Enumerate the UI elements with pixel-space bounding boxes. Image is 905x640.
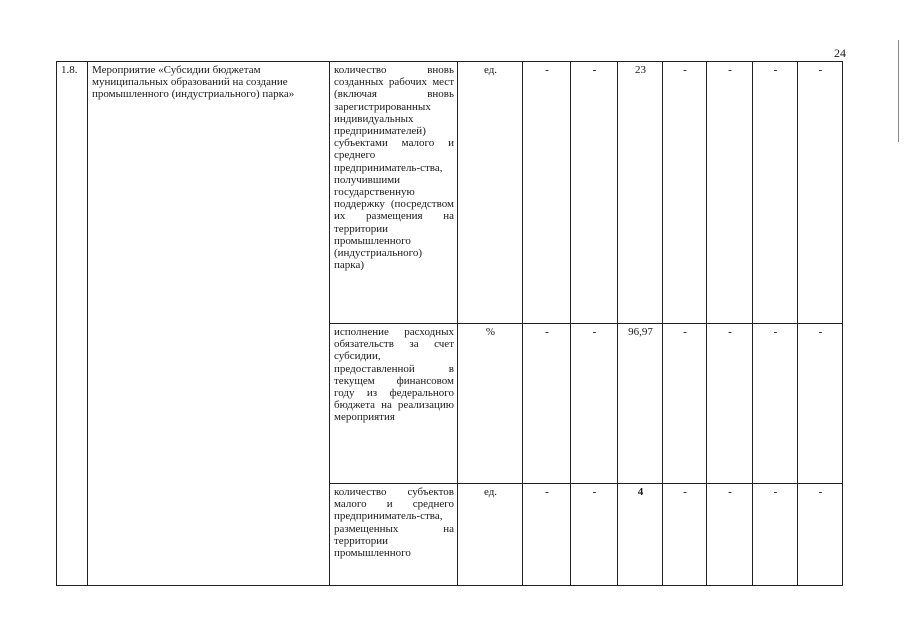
value-cell: - [753,484,798,586]
value-cell: 23 [618,62,663,324]
value-cell: - [707,324,753,484]
indicator-name-cell: исполнение расходных обязательств за счет субсидии, предоставленной в текущем финансовом году из федерального бюджета на реализацию мероприятия [330,324,458,484]
unit-cell: ед. [458,484,523,586]
value-cell: - [707,484,753,586]
value-cell: - [523,324,571,484]
activity-indicators-table [56,61,843,586]
value-cell: - [753,62,798,324]
page-number: 24 [834,46,846,60]
value-cell: - [571,324,618,484]
value-cell: 96,97 [618,324,663,484]
value-cell: - [523,62,571,324]
indicator-name-cell: количество вновь созданных рабочих мест (включая вновь зарегистрированных индивидуальных предпринимателей) субъектами малого и среднего предприниматель-ства, получившими государственную поддержку (посредством их размещения на территории промышленного (индустриального) парка) [330,62,458,324]
value-cell: - [571,62,618,324]
value-cell: - [798,62,843,324]
unit-cell: % [458,324,523,484]
value-cell: - [663,62,707,324]
value-cell: - [663,324,707,484]
row-number-cell: 1.8. [57,62,88,586]
value-cell: - [571,484,618,586]
value-cell: - [753,324,798,484]
value-cell: - [707,62,753,324]
value-cell: 4 [618,484,663,586]
indicator-name-cell: количество субъектов малого и среднего предприниматель-ства, размещенных на территории промышленного [330,484,458,586]
activity-name-cell: Мероприятие «Субсидии бюджетам муниципальных образований на создание промышленного (индустриального) парка» [88,62,330,586]
value-cell: - [798,484,843,586]
value-cell: - [523,484,571,586]
scan-edge-line [898,40,899,142]
value-cell: - [663,484,707,586]
unit-cell: ед. [458,62,523,324]
value-cell: - [798,324,843,484]
table-row [57,62,843,324]
